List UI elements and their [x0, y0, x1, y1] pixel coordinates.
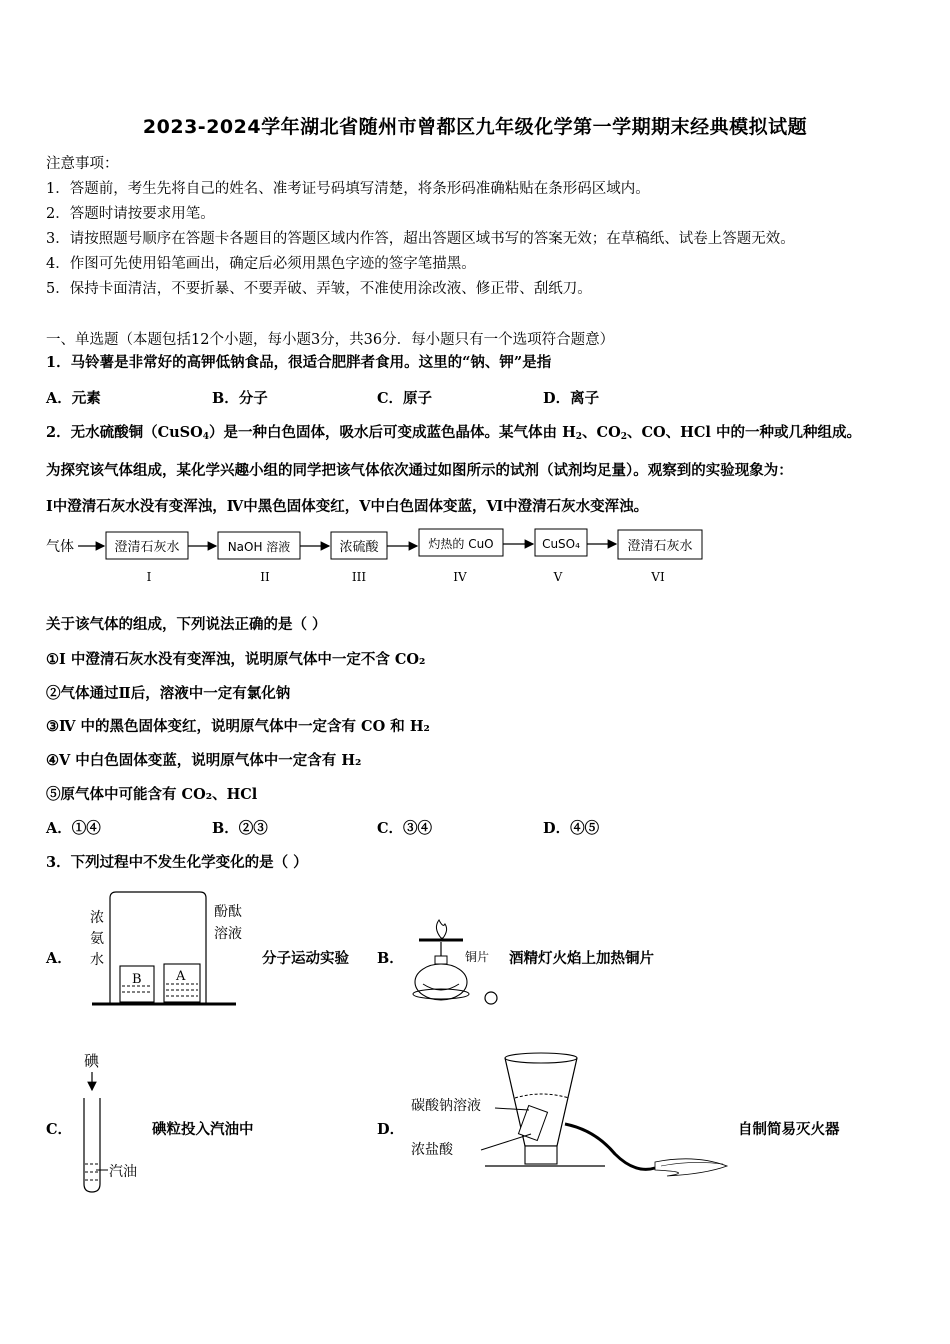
liquid-line [515, 1094, 569, 1098]
flow-box-2-label: NaOH 溶液 [227, 540, 291, 554]
q3-option-d-caption: 自制简易灭火器 [738, 1121, 840, 1138]
figure-label: 水 [90, 952, 104, 968]
flask-body [505, 1058, 577, 1146]
q2-stem-part: 2．无水硫酸铜（CuSO [46, 424, 203, 441]
figure-label: 铜片 [465, 950, 490, 964]
notice-item-2: 2．答题时请按要求用笔。 [46, 206, 215, 222]
q2-question: 关于该气体的组成，下列说法正确的是（ ） [46, 616, 327, 633]
q3-option-d-letter: D． [377, 1121, 405, 1138]
section-heading: 一、单选题（本题包括12个小题，每小题3分，共36分．每小题只有一个选项符合题意） [46, 332, 615, 348]
beaker-a-label: A [176, 969, 186, 984]
inner-tube [518, 1105, 547, 1140]
flow-label-2: II [260, 570, 270, 584]
alcohol-lamp-figure [405, 916, 505, 1011]
flow-label-4: IV [453, 570, 467, 584]
q1-option-a: A．元素 [46, 390, 101, 407]
q3-option-a-caption: 分子运动实验 [262, 950, 349, 967]
subscript: 2 [620, 432, 627, 442]
q3-option-b-letter: B． [377, 950, 404, 967]
flow-label-1: I [146, 570, 152, 584]
q2-option-c: C．③④ [377, 820, 433, 837]
flow-box-1-label: 澄清石灰水 [114, 540, 180, 555]
notice-item-5: 5．保持卡面清洁，不要折暴、不要弄破、弄皱，不准使用涂改液、修正带、刮纸刀。 [46, 281, 592, 297]
q2-stem-line3: I中澄清石灰水没有变浑浊，Ⅳ中黑色固体变红，V中白色固体变蓝，Ⅵ中澄清石灰水变浑浊。 [46, 498, 649, 515]
q2-statement-2: ②气体通过Ⅱ后，溶液中一定有氯化钠 [46, 685, 291, 702]
q2-stem-part: 、CO、HCl 中的一种或几种组成。 [627, 424, 861, 441]
iodine-test-tube-figure [76, 1046, 156, 1194]
q1-option-d: D．离子 [543, 390, 600, 407]
q2-statement-3: ③Ⅳ 中的黑色固体变红，说明原气体中一定含有 CO 和 H₂ [46, 718, 430, 735]
molecule-motion-figure [84, 888, 244, 1013]
hose [565, 1124, 655, 1169]
figure-label: 碳酸钠溶液 [411, 1098, 481, 1114]
flame-icon [436, 920, 446, 938]
q3-option-c-caption: 碘粒投入汽油中 [152, 1121, 254, 1138]
q3-option-a-letter: A． [46, 950, 72, 967]
q2-option-a: A．①④ [46, 820, 101, 837]
notice-item-4: 4．作图可先使用铅笔画出，确定后必须用黑色字迹的签字笔描黑。 [46, 256, 476, 272]
q3-option-c-letter: C． [46, 1121, 73, 1138]
q2-statement-4: ④V 中白色固体变蓝，说明原气体中一定含有 H₂ [46, 752, 362, 769]
pointer-line [495, 1108, 529, 1110]
flow-box-4-label: 灼热的 CuO [428, 537, 494, 551]
q2-stem [46, 421, 861, 442]
lamp-cap [485, 992, 497, 1004]
figure-label: 氨 [90, 931, 104, 947]
spray [661, 1162, 723, 1166]
figure-label: 浓盐酸 [411, 1142, 453, 1158]
spray [655, 1159, 727, 1176]
flow-label-6: VI [651, 570, 665, 584]
lamp-neck [435, 956, 447, 964]
page-title: 2023-2024学年湖北省随州市曾都区九年级化学第一学期期末经典模拟试题 [142, 116, 808, 138]
flow-box-5-label: CuSO₄ [542, 537, 580, 551]
q1-option-b: B．分子 [212, 390, 268, 407]
q3-option-b-caption: 酒精灯火焰上加热铜片 [509, 950, 654, 967]
lamp-body [415, 964, 467, 1000]
q2-option-d: D．④⑤ [543, 820, 600, 837]
subscript: 4 [202, 432, 210, 442]
q2-stem-part: ）是一种白色固体，吸水后可变成蓝色晶体。某气体由 H [209, 424, 576, 441]
test-tube [84, 1098, 100, 1192]
figure-label: 浓 [90, 910, 104, 926]
q2-stem-line2: 为探究该气体组成，某化学兴趣小组的同学把该气体依次通过如图所示的试剂（试剂均足量）。观察到的实验现象为： [46, 462, 793, 479]
fire-extinguisher-figure [405, 1050, 735, 1190]
q1-option-c: C．原子 [377, 390, 433, 407]
figure-label: 溶液 [214, 926, 242, 942]
flow-label-3: III [351, 570, 367, 584]
q3-stem: 3．下列过程中不发生化学变化的是（ ） [46, 854, 308, 871]
figure-label: 碘 [84, 1052, 100, 1070]
figure-label: 汽油 [109, 1164, 137, 1180]
notice-item-1: 1．答题前，考生先将自己的姓名、准考证号码填写清楚，将条形码准确粘贴在条形码区域内。 [46, 181, 650, 197]
notice-item-3: 3．请按照题号顺序在答题卡各题目的答题区域内作答，超出答题区域书写的答案无效；在草稿纸、试卷上答题无效。 [46, 231, 795, 247]
q2-statement-5: ⑤原气体中可能含有 CO₂、HCl [46, 786, 258, 803]
flow-label-5: V [553, 570, 563, 584]
flow-start-label: 气体 [46, 539, 74, 555]
flow-box-3-label: 浓硫酸 [339, 540, 379, 555]
q2-statement-1: ①I 中澄清石灰水没有变浑浊，说明原气体中一定不含 CO₂ [46, 651, 426, 668]
reagent-flow-diagram [46, 522, 726, 592]
subscript: 2 [575, 432, 583, 442]
stopper [525, 1146, 557, 1164]
notice-heading: 注意事项： [46, 156, 119, 172]
q1-stem: 1．马铃薯是非常好的高钾低钠食品，很适合肥胖者食用。这里的“钠、钾”是指 [46, 354, 552, 371]
q2-option-b: B．②③ [212, 820, 268, 837]
flow-box-6-label: 澄清石灰水 [627, 539, 693, 554]
beaker-b-label: B [132, 972, 142, 987]
figure-label: 酚酞 [214, 904, 242, 920]
q2-stem-part: 、CO [582, 424, 621, 441]
flask-mouth [505, 1053, 577, 1063]
